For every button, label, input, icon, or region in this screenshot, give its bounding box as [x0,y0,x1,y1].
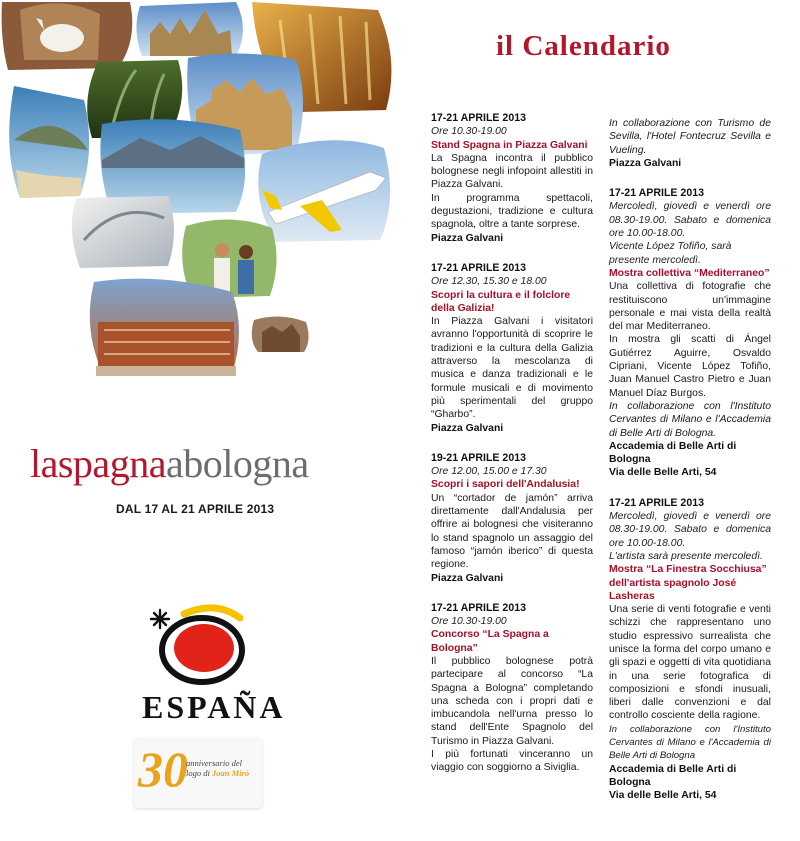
event-date: 17-21 APRILE 2013 [431,261,527,274]
red-sun-icon [174,624,234,672]
event-note: Vicente López Tofiño, sarà presente mercoledì. [609,241,732,266]
photo-coast [9,86,89,198]
event-description: La Spagna incontra il pubblico bolognese negli infopoint allestiti in Piazza Galvani. [431,152,593,191]
event-andalusia [431,452,593,585]
photo-plaza-mayor [90,279,239,376]
event-description-2: In mostra gli scatti di Ángel Gutiérrez Aguirre, Osvaldo Cipriani, Vicente López Tofiño, Juan Manuel Castro Pietro e Juan Manuel Díaz Burgos. [609,334,771,399]
brand-part2: abologna [165,441,309,486]
event-time: Ore 10.30-19.00 [431,616,507,628]
event-title: Mostra collettiva “Mediterraneo” [609,267,770,279]
event-location: Piazza Galvani [431,422,504,434]
anniversary-label: anniversario del logo di [186,758,242,778]
event-concorso [431,602,593,775]
event-note: L'artista sarà presente mercoledì. [609,550,763,562]
anniversary-number: 30 [138,741,188,797]
event-address: Via delle Belle Arti, 54 [609,790,717,802]
event-title: Scopri la cultura e il folclore della Galizia! [431,289,571,314]
event-description: In Piazza Galvani i visitatori avranno l'opportunità di scoprire le tradizioni e la cultura della Galizia attraverso la mescolanza di musica e danza tradizionali e le formule musicali e di movimento più sperimentali del gruppo “Gharbo”. [431,316,593,421]
event-location: Accademia di Belle Arti di Bologna [609,763,737,788]
event-title: Mostra “La Finestra Socchiusa” dell'artista spagnolo José Lasheras [609,564,767,602]
event-title: Concorso “La Spagna a Bologna” [431,629,549,654]
photo-airplane [258,140,390,242]
event-time: Ore 10.30-19.00 [431,126,507,138]
photo-small-church [252,316,309,352]
event-description: Il pubblico bolognese potrà partecipare al concorso “La Spagna a Bologna” completando una scheda con i propri dati e imbucandola nell'urna presso lo stand dell'Ente Spagnolo del Turismo in Piazza Galvani. [431,655,593,747]
star-icon [151,610,169,628]
event-collaboration: In collaborazione con l'Instituto Cervantes di Milano e l'Accademia di Belle Arti di Bologna [609,723,771,762]
brand-wordmark [30,440,309,487]
event-date: 17-21 APRILE 2013 [609,187,705,200]
event-date: 19-21 APRILE 2013 [431,451,527,464]
event-date: 17-21 APRILE 2013 [609,496,705,509]
photo-white-building [72,196,174,268]
espana-logo [130,600,286,730]
event-collaboration: In collaborazione con l'Instituto Cervantes di Milano e l'Accademia di Belle Arti di Bologna. [609,400,771,439]
event-description: Una serie di venti fotografie e venti schizzi che rappresentano uno studio espressivo surrealista che unisce la forma del corpo umano e gli spazi e oggetti di vita quotidiana in una serie fotografica di composizioni e sfondi inusuali, liberi dalle convenzioni e dal controllo cosciente della ragione. [609,604,771,722]
event-dates: DAL 17 AL 21 APRILE 2013 [116,502,275,516]
calendar-column-1 [431,112,593,792]
event-concorso-continued [609,117,771,170]
event-description-2: In programma spettacoli, degustazioni, tradizione e cultura spagnola, oltre a tante sorprese. [431,192,593,231]
calendar-column-2 [609,117,771,820]
event-title: Stand Spagna in Piazza Galvani [431,139,588,151]
event-time: Mercoledì, giovedì e venerdì ore 08.30-19.00. Sabato e domenica ore 10.00-18.00. [609,201,771,240]
event-date: 17-21 APRILE 2013 [431,112,527,124]
event-description-2: I più fortunati vinceranno un viaggio con soggiorno a Siviglia. [431,749,593,774]
anniversary-text [186,758,258,778]
event-description: Una collettiva di fotografie che restituiscono un'immagine personale e mai vista della realtà del mar Mediterraneo. [609,281,771,333]
event-date: 17-21 APRILE 2013 [431,601,527,614]
event-time: Mercoledì, giovedì e venerdì ore 08.30-19.00. Sabato e domenica ore 10.00-18.00. [609,511,771,549]
event-location: Piazza Galvani [609,157,682,169]
event-address: Via delle Belle Arti, 54 [609,467,717,479]
event-time: Ore 12.30, 15.30 e 18.00 [431,276,547,288]
photo-collage [0,0,400,380]
event-location: Accademia di Belle Arti di Bologna [609,440,737,466]
anniversary-artist: Joan Miró [211,768,250,778]
event-collaboration: In collaborazione con Turismo de Sevilla, l'Hotel Fontecruz Sevilla e Vueling. [609,118,771,156]
photo-horse [2,2,133,70]
anniversary-badge [134,738,262,808]
event-mediterraneo [609,187,771,480]
event-title: Scopri i sapori dell'Andalusia! [431,479,580,491]
photo-cathedral [136,2,243,56]
brand-part1: laspagna [30,441,166,486]
event-finestra-socchiusa [609,497,771,803]
event-time: Ore 12.00, 15.00 e 17.30 [431,466,547,478]
event-location: Piazza Galvani [431,572,504,584]
event-stand-spagna [431,112,593,245]
espana-wordmark: ESPAÑA [142,689,286,725]
event-location: Piazza Galvani [431,232,504,244]
page-title: il Calendario [496,30,671,62]
event-galizia [431,262,593,435]
event-description: Un “cortador de jamón” arriva direttamente dall'Andalusia per offrire ai bolognesi che visiteranno lo stand spagnolo un assaggio del famoso “jamón iberico” di questa regione. [431,492,593,571]
